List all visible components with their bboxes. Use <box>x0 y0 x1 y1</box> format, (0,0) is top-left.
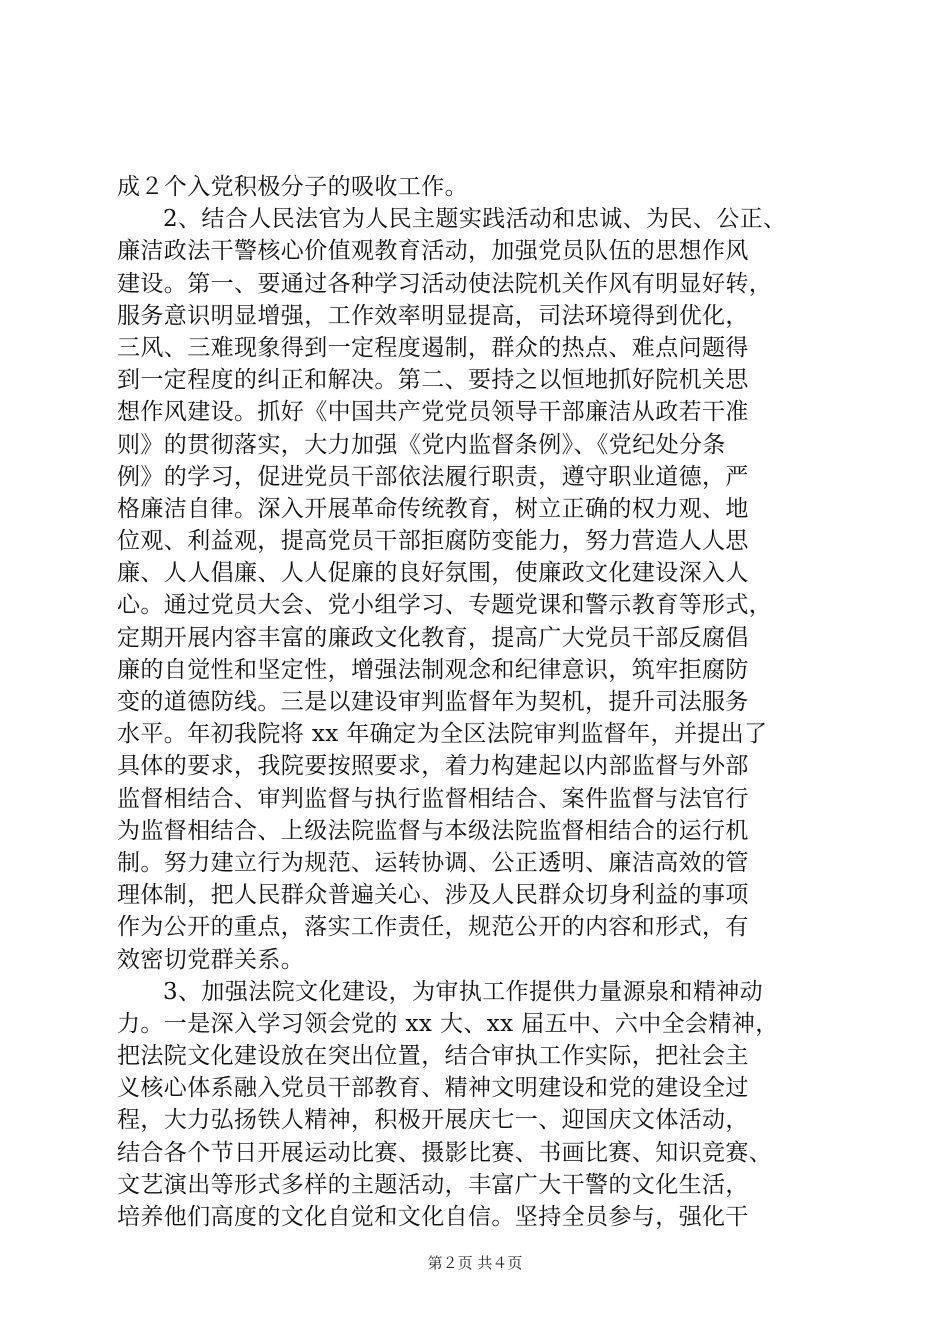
text-line: 力。一是深入学习领会党的 xx 大、xx 届五中、六中全会精神， <box>117 1010 779 1037</box>
text-line: 成２个入党积极分子的吸收工作。 <box>117 174 468 200</box>
text-line: 则》的贯彻落实，大力加强《党内监督条例》、《党纪处分条 <box>117 431 726 458</box>
text-line: 廉洁政法干警核心价值观教育活动，加强党员队伍的思想作风 <box>117 238 749 265</box>
text-line: 廉的自觉性和坚定性，增强法制观念和纪律意识，筑牢拒腐防 <box>117 656 749 683</box>
text-line: 程，大力弘扬铁人精神，积极开展庆七一、迎国庆文体活动， <box>117 1107 749 1134</box>
text-line: 理体制，把人民群众普遍关心、涉及人民群众切身利益的事项 <box>117 882 749 909</box>
text-line: 为监督相结合、上级法院监督与本级法院监督相结合的运行机 <box>117 817 749 844</box>
text-line: 培养他们高度的文化自觉和文化自信。坚持全员参与，强化干 <box>117 1204 749 1230</box>
text-line: 把法院文化建设放在突出位置，结合审执工作实际，把社会主 <box>117 1043 749 1070</box>
text-line: 廉、人人倡廉、人人促廉的良好氛围，使廉政文化建设深入人 <box>117 560 749 587</box>
text-line: 义核心体系融入党员干部教育、精神文明建设和党的建设全过 <box>117 1075 749 1102</box>
text-line: 三风、三难现象得到一定程度遏制，群众的热点、难点问题得 <box>117 334 749 361</box>
text-line: 监督相结合、审判监督与执行监督相结合、案件监督与法官行 <box>117 785 749 812</box>
text-line: 格廉洁自律。深入开展革命传统教育，树立正确的权力观、地 <box>117 495 749 522</box>
paragraph-start-line: 2、结合人民法官为人民主题实践活动和忠诚、为民、公正、 <box>163 206 787 233</box>
text-line: 到一定程度的纠正和解决。第二、要持之以恒地抓好院机关思 <box>117 367 749 394</box>
text-line: 变的道德防线。三是以建设审判监督年为契机，提升司法服务 <box>117 689 749 715</box>
text-line: 具体的要求，我院要按照要求，着力构建起以内部监督与外部 <box>117 753 749 780</box>
text-line: 水平。年初我院将 xx 年确定为全区法院审判监督年，并提出了 <box>117 721 768 748</box>
text-line: 心。通过党员大会、党小组学习、专题党课和警示教育等形式， <box>117 592 773 619</box>
document-body <box>117 171 837 1233</box>
text-line: 位观、利益观，提高党员干部拒腐防变能力，努力营造人人思 <box>117 528 749 555</box>
text-line: 服务意识明显增强，工作效率明显提高，司法环境得到优化， <box>117 302 749 329</box>
text-line: 定期开展内容丰富的廉政文化教育，提高广大党员干部反腐倡 <box>117 624 749 651</box>
text-line: 制。努力建立行为规范、运转协调、公正透明、廉洁高效的管 <box>117 849 749 876</box>
text-line: 作为公开的重点，落实工作责任，规范公开的内容和形式，有 <box>117 914 749 941</box>
text-line: 效密切党群关系。 <box>117 946 305 973</box>
text-line: 建设。第一、要通过各种学习活动使法院机关作风有明显好转， <box>117 270 773 297</box>
text-line: 文艺演出等形式多样的主题活动，丰富广大干警的文化生活， <box>117 1171 749 1198</box>
text-line: 结合各个节日开展运动比赛、摄影比赛、书画比赛、知识竞赛、 <box>117 1139 773 1166</box>
paragraph-start-line: 3、加强法院文化建设，为审执工作提供力量源泉和精神动 <box>163 978 764 1005</box>
text-line: 例》的学习，促进党员干部依法履行职责，遵守职业道德，严 <box>117 463 749 490</box>
page-number-footer: 第２页 共４页 <box>427 1254 523 1272</box>
text-line: 想作风建设。抓好《中国共产党党员领导干部廉洁从政若干准 <box>117 399 749 426</box>
